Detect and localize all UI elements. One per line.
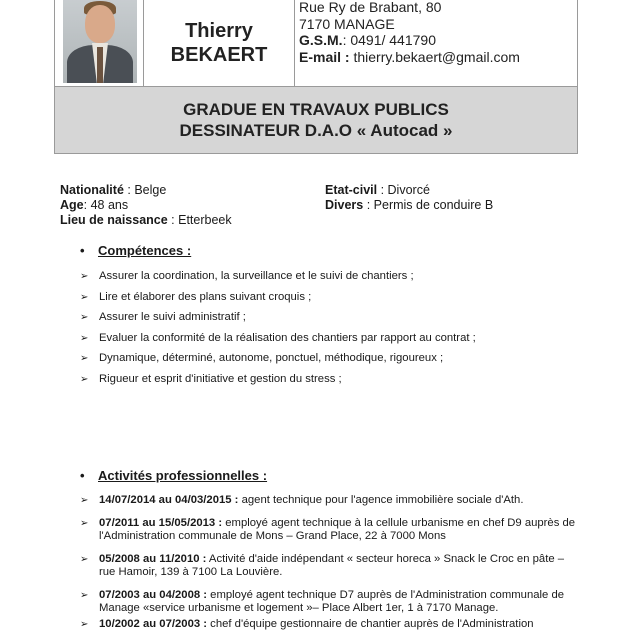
nationality [60,183,232,198]
list-item: ➢ 14/07/2014 au 04/03/2015 : agent technique pour l'agence immobilière sociale d'Ath. [80,494,580,508]
skills-heading [80,243,191,258]
title-line1: GRADUE EN TRAVAUX PUBLICS [55,99,577,120]
civil-label: Etat-civil [325,183,377,197]
bullet-icon: • [80,243,98,258]
misc [325,198,493,213]
activities-list [80,494,580,631]
address-line1: Rue Ry de Brabant, 80 [299,0,577,16]
list-item: ➢ Lire et élaborer des plans suivant croquis ; [80,291,580,305]
name-cell [144,0,295,87]
age-label: Age [60,198,84,212]
profile-photo [63,0,137,83]
arrow-bullet-icon: ➢ [80,553,99,580]
birthplace-label: Lieu de naissance [60,213,168,227]
personal-info-right [325,183,493,213]
first-name: Thierry [144,19,294,43]
email-label: E-mail : [299,49,350,65]
arrow-bullet-icon: ➢ [80,291,99,305]
list-item: ➢ Rigueur et esprit d'initiative et gestion du stress ; [80,373,580,387]
activities-heading [80,468,267,483]
header-table [54,0,578,154]
gsm-line [299,32,577,49]
birthplace-value: : Etterbeek [168,213,232,227]
address-line2: 7170 MANAGE [299,16,577,33]
civil-status [325,183,493,198]
list-item: ➢ 07/2011 au 15/05/2013 : employé agent technique à la cellule urbanisme en chef D9 auprès de l'Administration communale de Mons – Grand Place, 22 à 7000 Mons [80,517,580,544]
title-banner [55,87,578,154]
arrow-bullet-icon: ➢ [80,311,99,325]
arrow-bullet-icon: ➢ [80,494,99,508]
title-line2: DESSINATEUR D.A.O « Autocad » [55,120,577,141]
nationality-label: Nationalité [60,183,124,197]
activities-title: Activités professionnelles : [98,468,267,483]
arrow-bullet-icon: ➢ [80,517,99,544]
list-item: ➢ Dynamique, déterminé, autonome, ponctuel, méthodique, rigoureux ; [80,352,580,366]
arrow-bullet-icon: ➢ [80,270,99,284]
skills-list [80,270,580,386]
last-name: BEKAERT [144,43,294,67]
list-item: ➢ Assurer la coordination, la surveillance et le suivi de chantiers ; [80,270,580,284]
list-item: ➢ 05/2008 au 11/2010 : Activité d'aide indépendant « secteur horeca » Snack le Croc en pâte – rue Hamoir, 139 à 7100 La Louvière. [80,553,580,580]
gsm-label: G.S.M. [299,32,343,48]
arrow-bullet-icon: ➢ [80,618,99,631]
photo-cell [55,0,144,87]
arrow-bullet-icon: ➢ [80,352,99,366]
list-item: ➢ 10/2002 au 07/2003 : chef d'équipe gestionnaire de chantier auprès de l'Administration [80,618,580,631]
contact-cell [295,0,578,87]
bullet-icon: • [80,468,98,483]
list-item: ➢ 07/2003 au 04/2008 : employé agent technique D7 auprès de l'Administration communale de Manage «service urbanisme et logement »– Place Albert 1er, 1 à 7170 Manage. [80,589,580,616]
nationality-value: : Belge [124,183,166,197]
misc-value: : Permis de conduire B [363,198,493,212]
arrow-bullet-icon: ➢ [80,332,99,346]
arrow-bullet-icon: ➢ [80,589,99,616]
birthplace [60,213,232,228]
list-item: ➢ Assurer le suivi administratif ; [80,311,580,325]
personal-info-left [60,183,232,228]
email-value[interactable]: thierry.bekaert@gmail.com [350,49,520,65]
gsm-value: : 0491/ 441790 [343,32,436,48]
civil-value: : Divorcé [377,183,430,197]
skills-title: Compétences : [98,243,191,258]
age [60,198,232,213]
misc-label: Divers [325,198,363,212]
age-value: : 48 ans [84,198,128,212]
arrow-bullet-icon: ➢ [80,373,99,387]
email-line [299,49,577,66]
list-item: ➢ Evaluer la conformité de la réalisation des chantiers par rapport au contrat ; [80,332,580,346]
